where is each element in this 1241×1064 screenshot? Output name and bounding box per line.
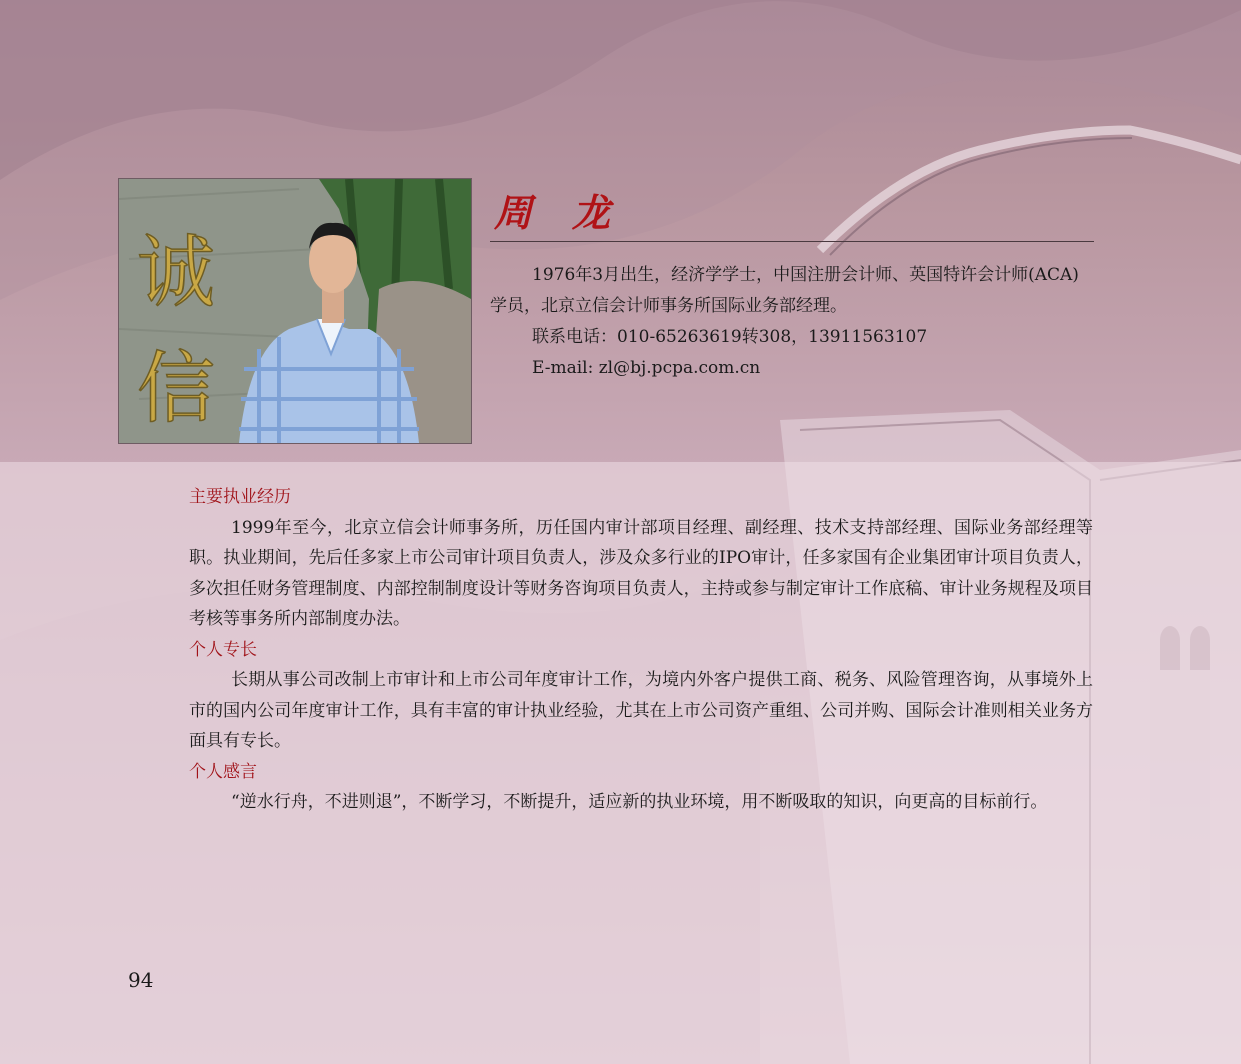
intro-block bbox=[490, 260, 1094, 384]
experience-text: 1999年至今，北京立信会计师事务所，历任国内审计部项目经理、副经理、技术支持部经理、国际业务部经理等职。执业期间，先后任多家上市公司审计项目负责人，涉及众多行业的IPO审计，任多家国有企业集团审计项目负责人，多次担任财务管理制度、内部控制制度设计等财务咨询项目负责人，主持或参与制定审计工作底稿、审计业务规程及项目考核等事务所内部制度办法。 bbox=[189, 517, 1093, 629]
expertise-text: 长期从事公司改制上市审计和上市公司年度审计工作，为境内外客户提供工商、税务、风险管理咨询，从事境外上市的国内公司年度审计工作，具有丰富的审计执业经验，尤其在上市公司资产重组、公司并购、国际会计准则相关业务方面具有专长。 bbox=[189, 670, 1093, 751]
portrait-photo bbox=[118, 178, 472, 444]
profile-body bbox=[189, 482, 1093, 818]
motto-text: “逆水行舟，不进则退”，不断学习，不断提升，适应新的执业环境，用不断吸取的知识，向更高的目标前行。 bbox=[231, 792, 1048, 812]
motto-heading: 个人感言 bbox=[189, 761, 257, 782]
name-divider bbox=[490, 241, 1094, 242]
phone-text: 联系电话：010-65263619转308，13911563107 bbox=[532, 327, 928, 347]
stone-character-1: 诚 bbox=[137, 228, 216, 318]
person-name: 周龙 bbox=[494, 190, 651, 235]
email-text: E-mail: zl@bj.pcpa.com.cn bbox=[532, 358, 761, 378]
page-number: 94 bbox=[128, 968, 154, 992]
stone-character-2: 信 bbox=[137, 344, 216, 434]
experience-heading: 主要执业经历 bbox=[189, 487, 291, 507]
bio-text: 1976年3月出生，经济学学士，中国注册会计师、英国特许会计师(ACA)学员，北京立信会计师事务所国际业务部经理。 bbox=[490, 265, 1079, 316]
expertise-heading: 个人专长 bbox=[189, 639, 257, 660]
